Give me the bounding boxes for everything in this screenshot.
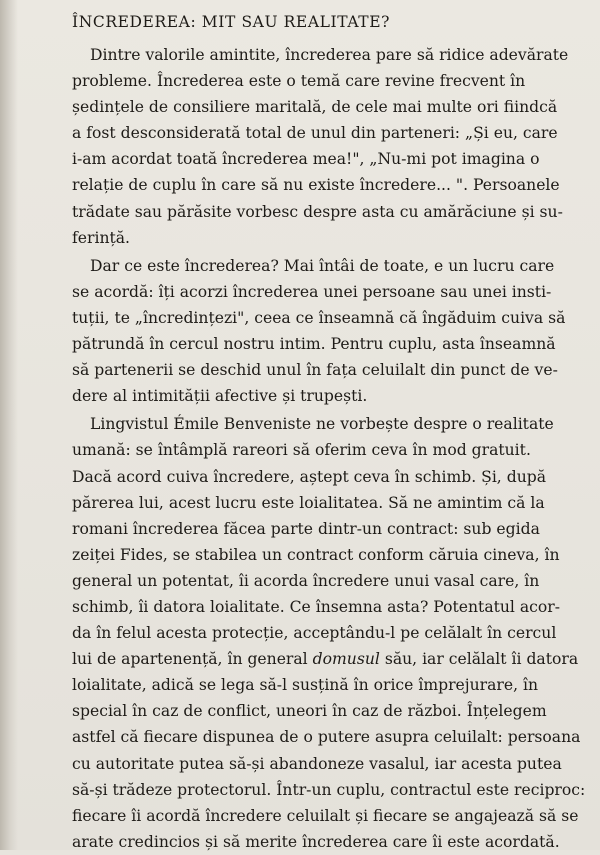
paragraph-line: i-am acordat toată încrederea mea!", „Nu-mi pot imagina o — [72, 150, 540, 169]
paragraph-3 — [72, 411, 586, 855]
section-heading: ÎNCREDEREA: MIT SAU REALITATE? — [72, 13, 391, 31]
paragraph-line: Dacă acord cuiva încredere, aștept ceva în schimb. Și, după — [72, 467, 547, 486]
page-content — [72, 10, 586, 855]
paragraph-line: schimb, îi datora loialitate. Ce însemna asta? Potentatul acor- — [72, 597, 561, 616]
paragraph-line: astfel că fiecare dispunea de o putere asupra celuilalt: persoana — [72, 728, 581, 747]
paragraph-line: Dar ce este încrederea? Mai întâi de toate, e un lucru care — [90, 256, 555, 275]
paragraph-line: loialitate, adică se lega să-l susțină în orice împrejurare, în — [72, 676, 539, 695]
paragraph-line: cu autoritate putea să-și abandoneze vasalul, iar acesta putea — [72, 754, 562, 773]
paragraph-line: Lingvistul Émile Benveniste ne vorbește despre o realitate — [90, 415, 554, 434]
italic-term: domusul — [312, 650, 380, 669]
paragraph-line: romani încrederea făcea parte dintr-un contract: sub egida — [72, 519, 540, 538]
paragraph-line: pătrundă în cercul nostru intim. Pentru cuplu, asta înseamnă — [72, 335, 556, 354]
paragraph-line: părerea lui, acest lucru este loialitatea. Să ne amintim că la — [72, 493, 545, 512]
paragraph-line: să-și trădeze protectorul. Într-un cuplu, contractul este reciproc: — [72, 780, 586, 799]
paragraph-line — [72, 646, 580, 672]
paragraph-line: să partenerii se deschid unul în fața celuilalt din punct de ve- — [72, 361, 558, 380]
line-text: lui de apartenență, în general — [72, 650, 313, 669]
paragraph-1 — [72, 42, 580, 251]
paragraph-line: fiecare îi acordă încredere celuilalt și fiecare se angajează să se — [72, 806, 579, 825]
paragraph-line: relație de cuplu în care să nu existe încredere... ". Persoanele — [72, 176, 560, 195]
paragraph-line: arate credincios și să merite încrederea care îi este acordată. — [72, 832, 560, 851]
paragraph-line: a fost desconsiderată total de unul din parteneri: „Și eu, care — [72, 124, 558, 143]
paragraph-line: umană: se întâmplă rareori să oferim ceva în mod gratuit. — [72, 441, 531, 460]
paragraph-line: se acordă: îți acorzi încrederea unei persoane sau unei insti- — [72, 282, 552, 301]
paragraph-line: general un potentat, îi acorda încredere unui vasal care, în — [72, 571, 540, 590]
paragraph-line: Dintre valorile amintite, încrederea pare să ridice adevărate — [90, 46, 569, 64]
paragraph-line: trădate sau părăsite vorbesc despre asta cu amărăciune și su- — [72, 202, 563, 221]
paragraph-line: zeiței Fides, se stabilea un contract conform căruia cineva, în — [72, 545, 560, 564]
line-text: său, iar celălalt îi datora — [379, 650, 579, 669]
paragraph-line: dere al intimității afective și trupești. — [72, 387, 368, 406]
paragraph-2 — [72, 253, 580, 410]
paragraph-line: special în caz de conflict, uneori în caz de război. Înțelegem — [72, 702, 547, 721]
paragraph-line: probleme. Încrederea este o temă care revine frecvent în — [72, 72, 526, 91]
paragraph-line: tuții, te „încredințezi", ceea ce înseamnă că îngăduim cuiva să — [72, 308, 566, 327]
paragraph-line: ședințele de consiliere maritală, de cele mai multe ori fiindcă — [72, 98, 558, 117]
paragraph-line: da în felul acesta protecție, acceptându-l pe celălalt în cercul — [72, 624, 557, 643]
paragraph-line: ferință. — [72, 228, 131, 247]
page-binding-shadow — [0, 0, 18, 850]
